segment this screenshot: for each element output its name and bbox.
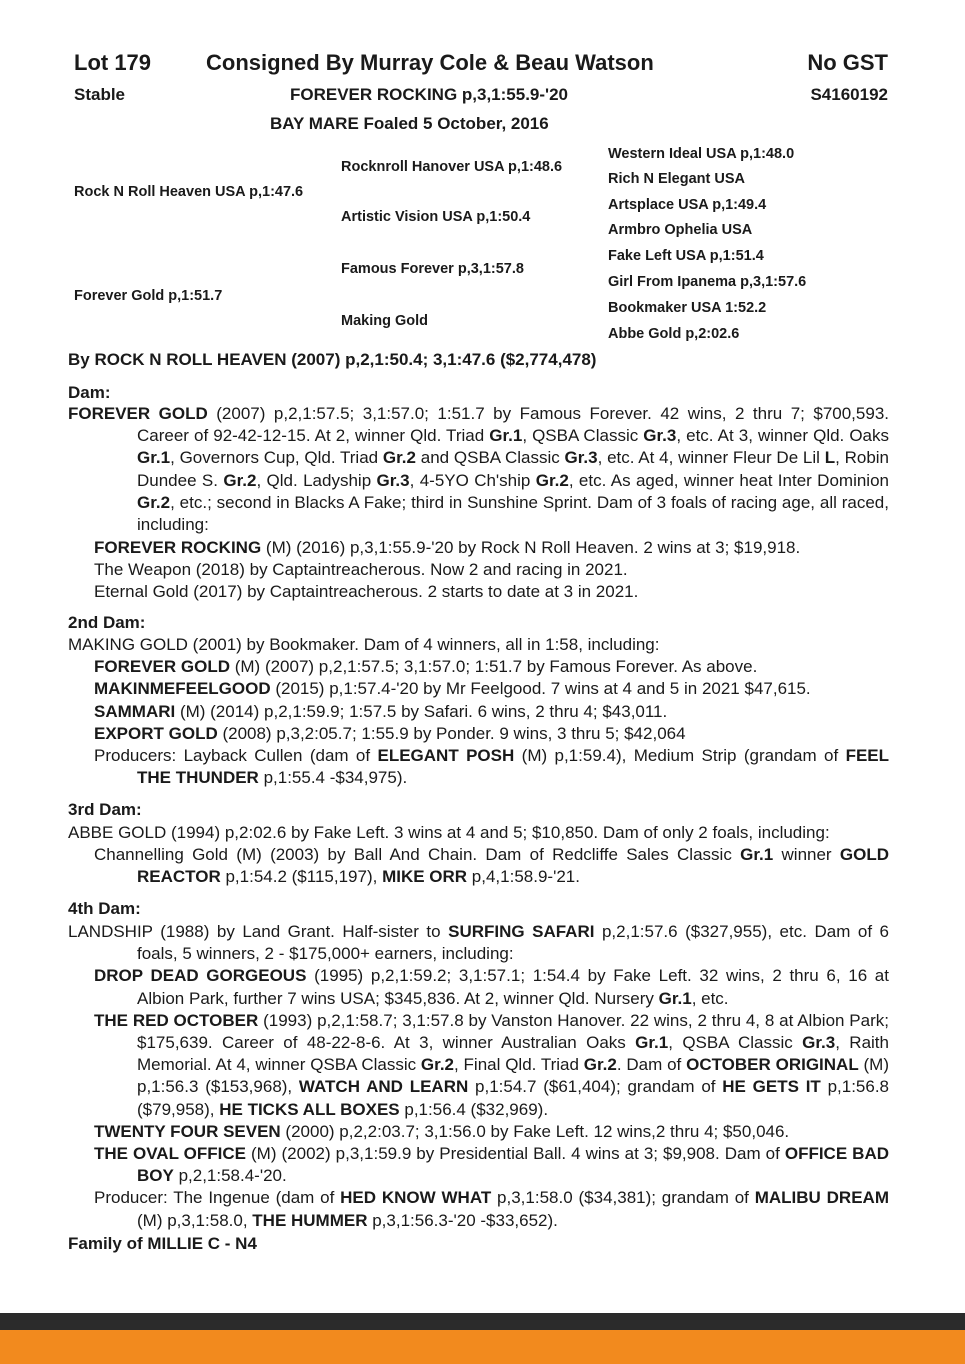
stable-label: Stable [74, 85, 126, 104]
sire-line: By ROCK N ROLL HEAVEN (2007) p,2,1:50.4; 3,1:47.6 ($2,774,478) [68, 350, 597, 369]
producer-note: Producer: The Ingenue (dam of HED KNOW WHAT p,3,1:58.0 ($34,381); grandam of MALIBU DREAM (M) p,3,1:58.0, THE HUMMER p,3,1:56.3-'20 -$33,652). [94, 1188, 889, 1230]
list-item: The Weapon (2018) by Captaintreacherous. Now 2 and racing in 2021. [94, 560, 628, 580]
stock-id: S4160192 [810, 85, 888, 104]
second-dam-intro: MAKING GOLD (2001) by Bookmaker. Dam of 4 winners, all in 1:58, including: [68, 635, 660, 654]
horse-description: BAY MARE Foaled 5 October, 2016 [270, 114, 549, 133]
list-item: DROP DEAD GORGEOUS (1995) p,2,1:59.2; 3,1:57.1; 1:54.4 by Fake Left. 32 wins, 2 thru 6, 16 at Albion Park, further 7 wins USA; $345,836. At 2, winner Qld. Nursery Gr.1, etc. [94, 966, 889, 1008]
list-item: EXPORT GOLD (2008) p,3,2:05.7; 1:55.9 by Ponder. 9 wins, 3 thru 5; $42,064 [94, 723, 686, 743]
list-item: MAKINMEFEELGOOD (2015) p,1:57.4-'20 by Mr Feelgood. 7 wins at 4 and 5 in 2021 $47,615. [94, 679, 811, 699]
pedigree-ggs-4: Armbro Ophelia USA [608, 222, 753, 238]
dam-paragraph: FOREVER GOLD (2007) p,2,1:57.5; 3,1:57.0; 1:51.7 by Famous Forever. 42 wins, 2 thru 7; $700,593. Career of 92-42-12-15. At 2, winner Qld. Triad Gr.1, QSBA Classic Gr.3, etc. At 3, winner Qld. Oaks Gr.1, Governors Cup, Qld. Triad Gr.2 and QSBA Classic Gr.3, etc. At 4, winner Fleur De Lil L, Robin Dundee S. Gr.2, Qld. Ladyship Gr.3, 4-5YO Ch'ship Gr.2, etc. As aged, winner heat Inter Dominion Gr.2, etc.; second in Blacks A Fake; third in Sunshine Sprint. Dam of 3 foals of racing age, all raced, including: [68, 404, 889, 535]
producers-note: Producers: Layback Cullen (dam of ELEGANT POSH (M) p,1:59.4), Medium Strip (grandam of FEEL THE THUNDER p,1:55.4 -$34,975). [94, 746, 890, 788]
dam-offspring [68, 537, 889, 604]
pedigree-ggs-7: Bookmaker USA 1:52.2 [608, 300, 767, 316]
pedigree-dam-sire: Famous Forever p,3,1:57.8 [341, 261, 524, 277]
dam-name: FOREVER GOLD [68, 404, 208, 423]
list-item: THE OVAL OFFICE (M) (2002) p,3,1:59.9 by Presidential Ball. 4 wins at 3; $9,908. Dam of OFFICE BAD BOY p,2,1:58.4-'20. [94, 1144, 890, 1186]
list-item: FOREVER GOLD (M) (2007) p,2,1:57.5; 3,1:57.0; 1:51.7 by Famous Forever. As above. [94, 657, 758, 677]
second-dam-section [68, 634, 889, 789]
third-dam-heading: 3rd Dam: [68, 800, 142, 819]
pedigree-ggs-6: Girl From Ipanema p,3,1:57.6 [608, 274, 807, 290]
pedigree-sire-sire: Rocknroll Hanover USA p,1:48.6 [341, 159, 563, 175]
pedigree-dam: Forever Gold p,1:51.7 [74, 288, 223, 304]
pedigree-dam-dam: Making Gold [341, 313, 428, 329]
pedigree-ggs-3: Artsplace USA p,1:49.4 [608, 197, 767, 213]
footer-dark-bar [0, 1313, 965, 1330]
list-item: Channelling Gold (M) (2003) by Ball And Chain. Dam of Redcliffe Sales Classic Gr.1 winner GOLD REACTOR p,1:54.2 ($115,197), MIKE ORR p,4,1:58.9-'21. [94, 845, 889, 887]
gst-status: No GST [807, 50, 888, 75]
consignor: Consigned By Murray Cole & Beau Watson [206, 50, 654, 75]
pedigree-ggs-5: Fake Left USA p,1:51.4 [608, 248, 764, 264]
pedigree-ggs-8: Abbe Gold p,2:02.6 [608, 326, 740, 342]
family-line: Family of MILLIE C - N4 [68, 1234, 257, 1253]
list-item: SAMMARI (M) (2014) p,2,1:59.9; 1:57.5 by Safari. 6 wins, 2 thru 4; $43,011. [94, 701, 668, 721]
pedigree-sire-dam: Artistic Vision USA p,1:50.4 [341, 209, 531, 225]
fourth-dam-intro: LANDSHIP (1988) by Land Grant. Half-sister to SURFING SAFARI p,2,1:57.6 ($327,955), etc. Dam of 6 foals, 5 winners, 2 - $175,000+ earners, including: [68, 922, 890, 964]
fourth-dam-heading: 4th Dam: [68, 899, 141, 918]
pedigree-ggs-1: Western Ideal USA p,1:48.0 [608, 146, 795, 162]
list-item: TWENTY FOUR SEVEN (2000) p,2,2:03.7; 3,1:56.0 by Fake Left. 12 wins,2 thru 4; $50,046. [94, 1121, 790, 1141]
fourth-dam-section [68, 921, 889, 1232]
list-item: Eternal Gold (2017) by Captaintreacherous. 2 starts to date at 3 in 2021. [94, 582, 639, 602]
third-dam-section [68, 822, 889, 889]
list-item: FOREVER ROCKING (M) (2016) p,3,1:55.9-'20 by Rock N Roll Heaven. 2 wins at 3; $19,918. [94, 538, 801, 557]
second-dam-heading: 2nd Dam: [68, 613, 146, 632]
footer-orange-bar [0, 1330, 965, 1364]
lot-number: Lot 179 [74, 50, 152, 75]
pedigree-ggs-2: Rich N Elegant USA [608, 171, 745, 187]
dam-heading: Dam: [68, 383, 111, 402]
third-dam-intro: ABBE GOLD (1994) p,2:02.6 by Fake Left. 3 wins at 4 and 5; $10,850. Dam of only 2 foals, including: [68, 823, 830, 842]
pedigree-sire: Rock N Roll Heaven USA p,1:47.6 [74, 184, 304, 200]
horse-name: FOREVER ROCKING p,3,1:55.9-'20 [290, 85, 569, 104]
list-item: THE RED OCTOBER (1993) p,2,1:58.7; 3,1:57.8 by Vanston Hanover. 22 wins, 2 thru 4, 8 at Albion Park; $175,639. Career of 48-22-8-6. At 3, winner Australian Oaks Gr.1, QSBA Classic Gr.3, Raith Memorial. At 4, winner QSBA Classic Gr.2, Final Qld. Triad Gr.2. Dam of OCTOBER ORIGINAL (M) p,1:56.3 ($153,968), WATCH AND LEARN p,1:54.7 ($61,404); grandam of HE GETS IT p,1:56.8 ($79,958), HE TICKS ALL BOXES p,1:56.4 ($32,969). [94, 1010, 890, 1119]
